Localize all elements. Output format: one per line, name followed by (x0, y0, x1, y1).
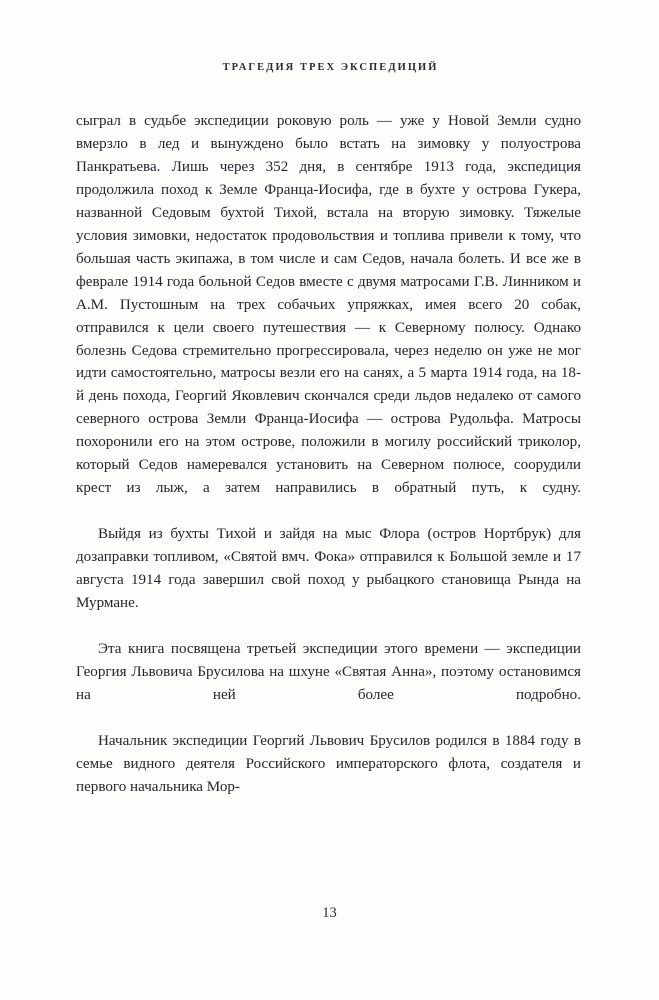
paragraph: сыграл в судьбе экспедиции роковую роль — уже у Новой Земли судно вмерзло в лед и вынуждено было встать на зимовку у полуострова Панкратьева. Лишь через 352 дня, в сентябре 1913 года, экспедиция продолжила поход к Земле Франца-Иосифа, где в бухте у острова Гукера, названной Седовым бухтой Тихой, встала на вторую зимовку. Тяжелые условия зимовки, недостаток продовольствия и топлива привели к тому, что большая часть экипажа, в том числе и сам Седов, начала болеть. И все же в феврале 1914 года больной Седов вместе с двумя матросами Г.В. Линником и А.М. Пустошным на трех собачьих упряжках, имея всего 20 собак, отправился к цели своего путешествия — к Северному полюсу. Однако болезнь Седова стремительно прогрессировала, через неделю он уже не мог идти самостоятельно, матросы везли его на санях, а 5 марта 1914 года, на 18-й день похода, Георгий Яковлевич скончался среди льдов недалеко от самого северного острова Земли Франца-Иосифа — острова Рудольфа. Матросы похоронили его на этом острове, положили в могилу российский триколор, который Седов намеревался установить на Северном полюсе, соорудили крест из лыж, а затем направились в обратный путь, к судну. (76, 113, 581, 497)
paragraph: Начальник экспедиции Георгий Львович Брусилов родился в 1884 году в семье видного деятеля Российского императорского флота, создателя и первого начальника Мор- (76, 732, 581, 795)
paragraph: Выйдя из бухты Тихой и зайдя на мыс Флора (остров Нортбрук) для дозаправки топливом, «Святой вмч. Фока» отправился к Большой земле и 17 августа 1914 года завершил свой поход у рыбацкого становища Рында на Мурмане. (76, 526, 581, 612)
page-number: 13 (322, 905, 337, 921)
paragraph: Эта книга посвящена третьей экспедиции этого времени — экспедиции Георгия Львовича Брусилова на шхуне «Святая Анна», поэтому остановимся на ней более подробно. (76, 640, 581, 703)
body-text-block (76, 110, 581, 799)
running-head: ТРАГЕДИЯ ТРЕХ ЭКСПЕДИЦИЙ (222, 62, 439, 73)
